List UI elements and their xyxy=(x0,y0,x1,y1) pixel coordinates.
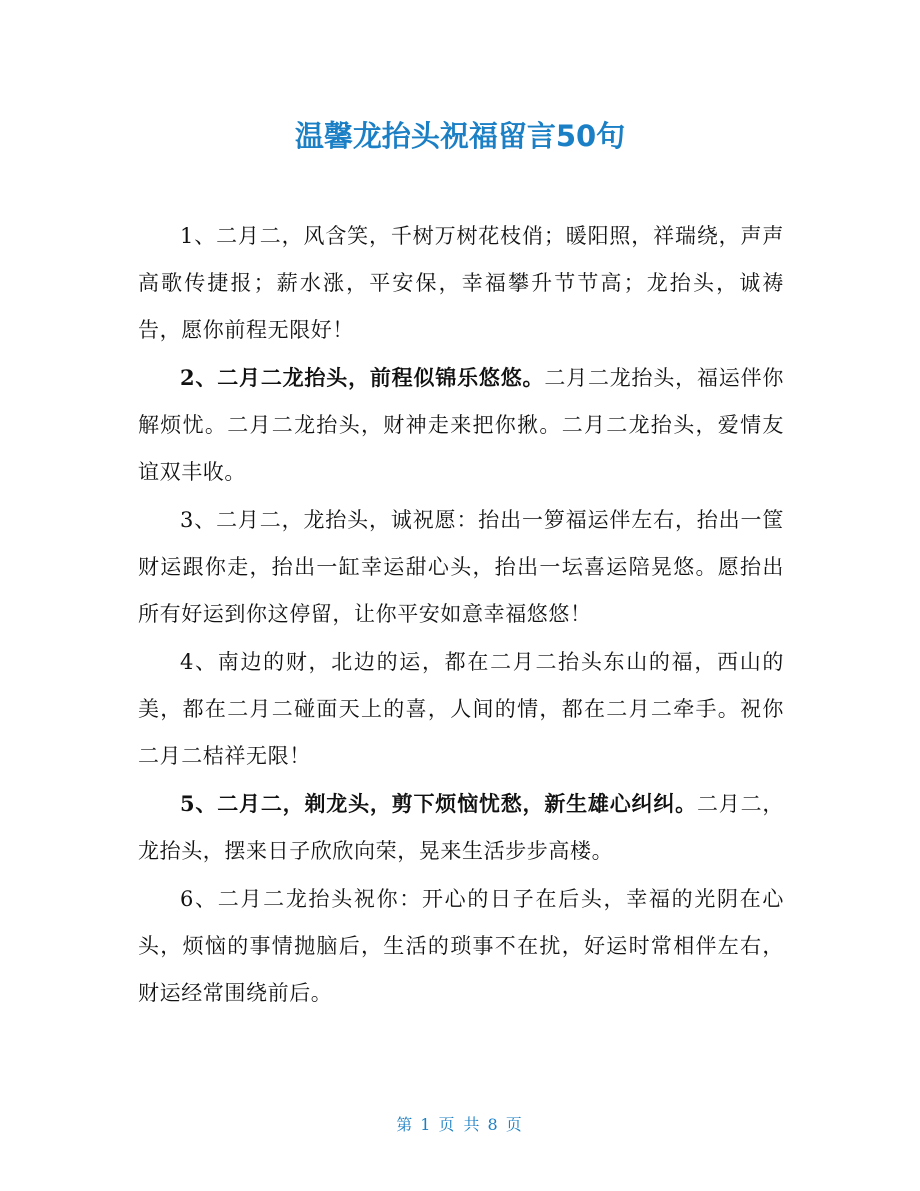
footer-suffix: 页 xyxy=(505,1115,524,1134)
paragraph-text: 二月二龙抬头，福运伴你解烦忧。二月二龙抬头，财神走来把你揪。二月二龙抬头，爱情友谊双丰收。 xyxy=(138,366,784,484)
footer-prefix: 第 xyxy=(396,1115,415,1134)
paragraph-lead: 2、二月二龙抬头，前程似锦乐悠悠。 xyxy=(180,365,545,390)
paragraph-lead: 5、二月二，剃龙头，剪下烦恼忧愁，新生雄心纠纠。 xyxy=(180,791,697,816)
footer-middle: 页 共 xyxy=(438,1115,482,1134)
paragraph-text: 4、南边的财，北边的运，都在二月二抬头东山的福，西山的美，都在二月二碰面天上的喜，人间的情，都在二月二牵手。祝你二月二桔祥无限！ xyxy=(138,650,784,768)
footer-page-number: 1 xyxy=(420,1115,433,1134)
paragraph-3 xyxy=(138,496,784,638)
paragraph-text: 二月二，龙抬头，摆来日子欣欣向荣，晃来生活步步高楼。 xyxy=(138,792,784,863)
document-body xyxy=(138,212,784,1017)
paragraph-text: 1、二月二，风含笑，千树万树花枝俏；暖阳照，祥瑞绕，声声高歌传捷报；薪水涨，平安保，幸福攀升节节高；龙抬头，诚祷告，愿你前程无限好！ xyxy=(138,224,784,342)
page-title: 温馨龙抬头祝福留言50句 xyxy=(294,119,626,153)
page-footer xyxy=(0,1114,920,1136)
paragraph-6 xyxy=(138,875,784,1017)
paragraph-1 xyxy=(138,212,784,354)
paragraph-text: 3、二月二，龙抬头，诚祝愿：抬出一箩福运伴左右，抬出一筐财运跟你走，抬出一缸幸运甜心头，抬出一坛喜运陪晃悠。愿抬出所有好运到你这停留，让你平安如意幸福悠悠！ xyxy=(138,508,784,626)
footer-total-pages: 8 xyxy=(487,1115,500,1134)
paragraph-text: 6、二月二龙抬头祝你：开心的日子在后头，幸福的光阴在心头，烦恼的事情抛脑后，生活的琐事不在扰，好运时常相伴左右，财运经常围绕前后。 xyxy=(138,887,784,1005)
paragraph-2 xyxy=(138,354,784,496)
paragraph-5 xyxy=(138,780,784,875)
paragraph-4 xyxy=(138,638,784,780)
